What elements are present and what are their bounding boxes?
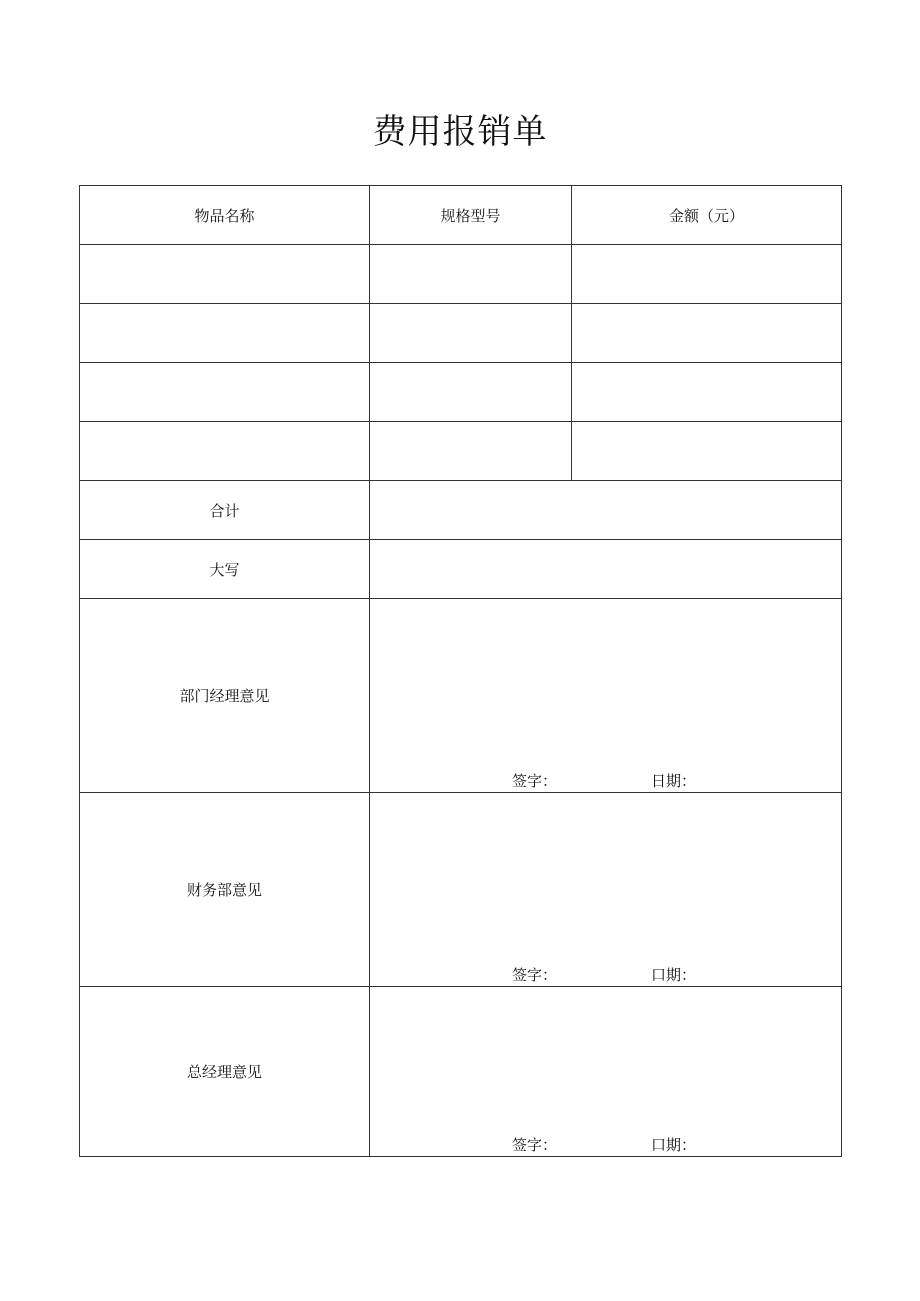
page-title: 费用报销单 — [372, 112, 548, 152]
item-name-cell[interactable] — [80, 245, 370, 304]
dept-manager-opinion-row — [80, 599, 842, 793]
total-label: 合计 — [80, 481, 370, 540]
amount-cell[interactable] — [572, 363, 842, 422]
finance-opinion-row — [80, 793, 842, 987]
expense-form-table — [79, 185, 842, 1157]
signature-label: 签字： — [512, 772, 558, 790]
date-label: 口期： — [651, 1136, 697, 1154]
signature-line — [370, 964, 841, 986]
signature-label: 签字： — [512, 1136, 558, 1154]
uppercase-label: 大写 — [80, 540, 370, 599]
table-row — [80, 422, 842, 481]
amount-cell[interactable] — [572, 422, 842, 481]
item-name-cell[interactable] — [80, 363, 370, 422]
header-item-name: 物品名称 — [80, 186, 370, 245]
spec-model-cell[interactable] — [370, 245, 572, 304]
uppercase-row — [80, 540, 842, 599]
table-row — [80, 304, 842, 363]
spec-model-cell[interactable] — [370, 363, 572, 422]
dept-manager-opinion-cell[interactable] — [370, 599, 842, 793]
amount-cell[interactable] — [572, 304, 842, 363]
signature-line — [370, 770, 841, 792]
date-label: 日期： — [651, 772, 697, 790]
dept-manager-opinion-label: 部门经理意见 — [80, 599, 370, 793]
date-label: 口期： — [651, 966, 697, 984]
header-spec-model: 规格型号 — [370, 186, 572, 245]
item-name-cell[interactable] — [80, 422, 370, 481]
general-manager-opinion-row — [80, 987, 842, 1157]
table-row — [80, 363, 842, 422]
table-row — [80, 245, 842, 304]
signature-line — [370, 1134, 841, 1156]
signature-label: 签字： — [512, 966, 558, 984]
total-row — [80, 481, 842, 540]
spec-model-cell[interactable] — [370, 422, 572, 481]
spec-model-cell[interactable] — [370, 304, 572, 363]
general-manager-opinion-cell[interactable] — [370, 987, 842, 1157]
finance-opinion-cell[interactable] — [370, 793, 842, 987]
amount-cell[interactable] — [572, 245, 842, 304]
header-amount: 金额（元） — [572, 186, 842, 245]
item-name-cell[interactable] — [80, 304, 370, 363]
finance-opinion-label: 财务部意见 — [80, 793, 370, 987]
table-header-row — [80, 186, 842, 245]
general-manager-opinion-label: 总经理意见 — [80, 987, 370, 1157]
uppercase-value-cell[interactable] — [370, 540, 842, 599]
total-value-cell[interactable] — [370, 481, 842, 540]
